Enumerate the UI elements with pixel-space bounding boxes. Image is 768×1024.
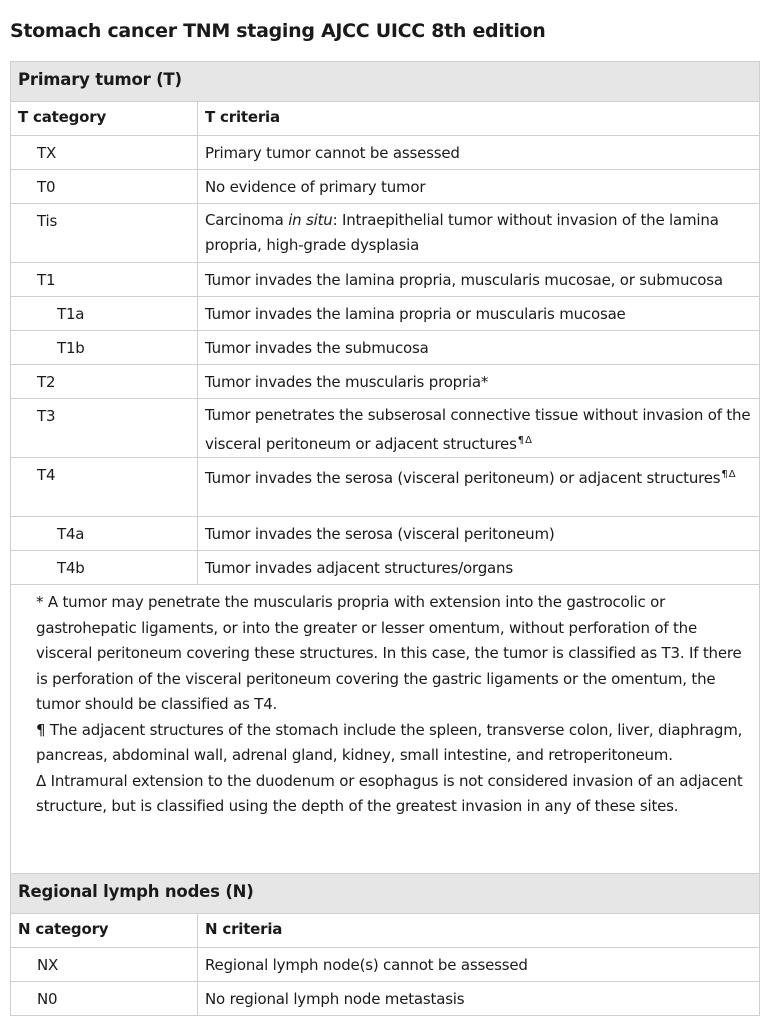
t-criteria-cell: Tumor invades adjacent structures/organs [198,551,760,585]
page-title: Stomach cancer TNM staging AJCC UICC 8th edition [10,20,546,42]
footnote-muscularis: * A tumor may penetrate the muscularis propria with extension into the gastrocolic or gastrohepatic ligaments, or into the greater or lesser omentum, without perforation of the visceral peritoneum covering these structures. In this case, the tumor is classified as T3. If there is perforation of the visceral peritoneum covering the gastric ligaments or the omentum, the tumor should be classified as T4. [36,593,742,713]
t-criteria-cell [198,399,760,458]
t-category-cell: T4 [11,458,198,517]
table-row [11,551,760,585]
t-subcategory-cell: T4b [11,551,198,585]
table-row [11,458,760,517]
t-category-cell: TX [11,136,198,170]
column-header-t-category: T category [11,102,198,136]
table-row [11,331,760,365]
t-criteria-cell: Tumor invades the muscularis propria* [198,365,760,399]
column-header-t-criteria: T criteria [198,102,760,136]
n-criteria-cell: Regional lymph node(s) cannot be assessed [198,948,760,982]
t-category-cell: T0 [11,170,198,204]
t-subcategory-cell: T1b [11,331,198,365]
footnotes [11,585,760,874]
footnote-intramural-extension: Δ Intramural extension to the duodenum or esophagus is not considered invasion of an adjacent structure, but is classified using the depth of the greatest invasion in any of these sites. [36,771,743,815]
section-heading-regional-nodes: Regional lymph nodes (N) [11,874,760,914]
t-criteria-cell: Primary tumor cannot be assessed [198,136,760,170]
footnote-marks: ¶Δ [721,469,737,480]
t-criteria-cell: Tumor invades the submucosa [198,331,760,365]
table-row [11,136,760,170]
table-row [11,517,760,551]
table-row [11,982,760,1016]
criteria-text: Tumor invades the serosa (visceral peritoneum) or adjacent structures [205,469,721,487]
criteria-prefix: Carcinoma [205,211,289,229]
t-criteria-cell: Tumor invades the lamina propria or muscularis mucosae [198,297,760,331]
column-header-n-category: N category [11,914,198,948]
t-category-cell: Tis [11,204,198,263]
n-criteria-cell: No regional lymph node metastasis [198,982,760,1016]
footnote-adjacent-structures: ¶ The adjacent structures of the stomach include the spleen, transverse colon, liver, diaphragm, pancreas, abdominal wall, adrenal gland, kidney, small intestine, and retroperitoneum. [36,720,743,764]
table-row [11,204,760,263]
criteria-italic-term: in situ [288,211,333,229]
t-subcategory-cell: T4a [11,517,198,551]
criteria-text: Tumor penetrates the subserosal connective tissue without invasion of the visceral peritoneum or adjacent structures [205,406,751,453]
column-header-n-criteria: N criteria [198,914,760,948]
tnm-staging-table [10,61,760,1016]
table-row [11,170,760,204]
table-row [11,948,760,982]
t-criteria-cell: No evidence of primary tumor [198,170,760,204]
t-category-cell: T1 [11,263,198,297]
t-category-cell: T3 [11,399,198,458]
table-row [11,297,760,331]
footnote-marks: ¶Δ [517,435,533,446]
section-heading-primary-tumor: Primary tumor (T) [11,62,760,102]
table-row [11,263,760,297]
criteria-text: : Intraepithelial tumor without invasion of the lamina propria, high-grade dysplasia [205,211,719,254]
table-row [11,399,760,458]
t-criteria-cell [198,458,760,517]
n-category-cell: N0 [11,982,198,1016]
t-subcategory-cell: T1a [11,297,198,331]
table-row [11,365,760,399]
t-criteria-cell: Tumor invades the lamina propria, muscularis mucosae, or submucosa [198,263,760,297]
t-criteria-cell: Tumor invades the serosa (visceral peritoneum) [198,517,760,551]
t-category-cell: T2 [11,365,198,399]
t-criteria-cell [198,204,760,263]
n-category-cell: NX [11,948,198,982]
